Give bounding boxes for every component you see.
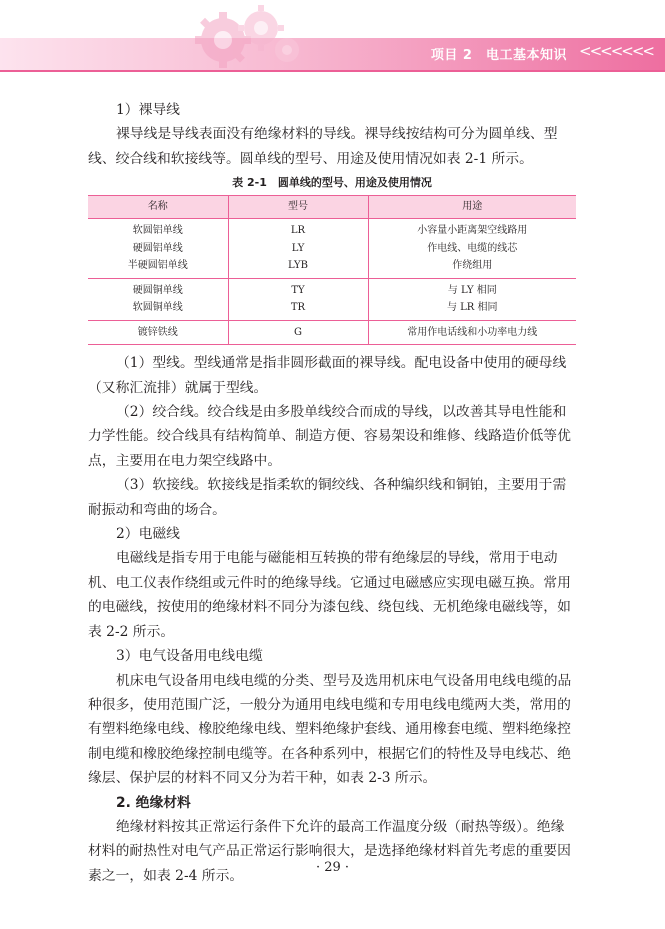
paragraph-equipment-cable: 机床电气设备用电线电缆的分类、型号及选用机床电气设备用电线电缆的品种很多，使用范围广泛，一般分为通用电线电缆和专用电线电缆两大类，常用的有塑料绝缘电线、橡胶绝缘电线、塑料绝缘护套线、通用橡套电缆、塑料绝缘控制电缆和橡胶绝缘控制电缆等。在各种系列中，根据它们的特性及导电线芯、绝缘层、保护层的材料不同又分为若干种，如表 2-3 所示。 [88,672,572,787]
table-cell-model: G [294,326,302,338]
table-cell-name: 软圆铝单线 [132,225,183,237]
table-row [88,320,576,345]
paragraph-bare-wire: 裸导线是导线表面没有绝缘材料的导线。裸导线按结构可分为圆单线、型线、绞合线和软接线等。圆单线的型号、用途及使用情况如表 2-1 所示。 [88,126,558,167]
table-cell-model: TR [290,302,306,314]
subsection-heading-bare-wire: 1）裸导线 [116,102,180,118]
page-body [88,98,576,888]
table-cell-model: TY [291,284,305,296]
table-cell-name: 硬圆铜单线 [132,284,183,296]
table-cell-model: LYB [288,260,308,272]
subsection-heading-equipment-cable: 3）电气设备用电线电缆 [116,648,263,665]
table-cell-model: LR [290,225,306,237]
running-header-title [431,44,567,63]
table-cell-name: 软圆铜单线 [132,302,183,314]
table-cell-use: 作电线、电缆的线芯 [427,242,518,254]
table-cell-use: 与 LR 相同 [446,302,498,314]
round-wire-table [88,195,576,345]
paragraph-magnet-wire: 电磁线是指专用于电能与磁能相互转换的带有绝缘层的导线，常用于电动机、电工仪表作绕组或元件时的绝缘导线。它通过电磁感应实现电磁互换。常用的电磁线，按使用的绝缘材料不同分为漆包线、绕包线、无机绝缘电磁线等，如表 2-2 所示。 [88,550,571,640]
paragraph-stranded-wire: （2）绞合线。绞合线是由多股单线绞合而成的导线，以改善其导电性能和力学性能。绞合线具有结构简单、制造方便、容易架设和维修、线路造价低等优点，主要用在电力架空线路中。 [88,404,571,469]
table-cell-model: LY [291,242,305,254]
paragraph-insulation: 绝缘材料按其正常运行条件下允许的最高工作温度分级（耐热等级）。绝缘材料的耐热性对电气产品正常运行影响很大，是选择绝缘材料首先考虑的重要因素之一，如表 2-4 所示。 [88,818,571,884]
column-header-use: 用途 [368,196,576,219]
section-heading-insulation: 2. 绝缘材料 [116,794,191,811]
gear-decoration-icon [175,2,315,72]
table-caption: 表 2-1 圆单线的型号、用途及使用情况 [232,176,432,190]
column-header-model: 型号 [228,196,368,219]
subsection-heading-magnet-wire: 2）电磁线 [116,526,180,543]
table-cell-use: 小容量小距离架空线路用 [417,225,528,237]
table-cell-name: 硬圆铝单线 [132,242,183,254]
table-cell-name: 半硬圆铝单线 [127,260,188,272]
table-cell-name: 镀锌铁线 [137,326,178,338]
table-row [88,278,576,320]
table-cell-use: 与 LY 相同 [447,284,497,296]
header-rule [0,70,665,72]
chevrons-icon: <<<<<<< [579,42,653,60]
page-header [0,0,665,72]
page-number: · 29 · [315,860,350,875]
table-cell-use: 常用作电话线和小功率电力线 [407,326,538,338]
table-cell-use: 作绕组用 [452,260,493,272]
paragraph-flexible-wire: （3）软接线。软接线是指柔软的铜绞线、各种编织线和铜铂，主要用于需耐振动和弯曲的场合。 [88,477,567,518]
project-label: 项目 2 [430,48,473,63]
table-header-row [88,196,576,219]
chapter-title: 电工基本知识 [485,48,567,63]
table-row [88,219,576,279]
column-header-name: 名称 [88,196,228,219]
paragraph-shaped-wire: （1）型线。型线通常是指非圆形截面的裸导线。配电设备中使用的硬母线（又称汇流排）就属于型线。 [88,355,567,396]
